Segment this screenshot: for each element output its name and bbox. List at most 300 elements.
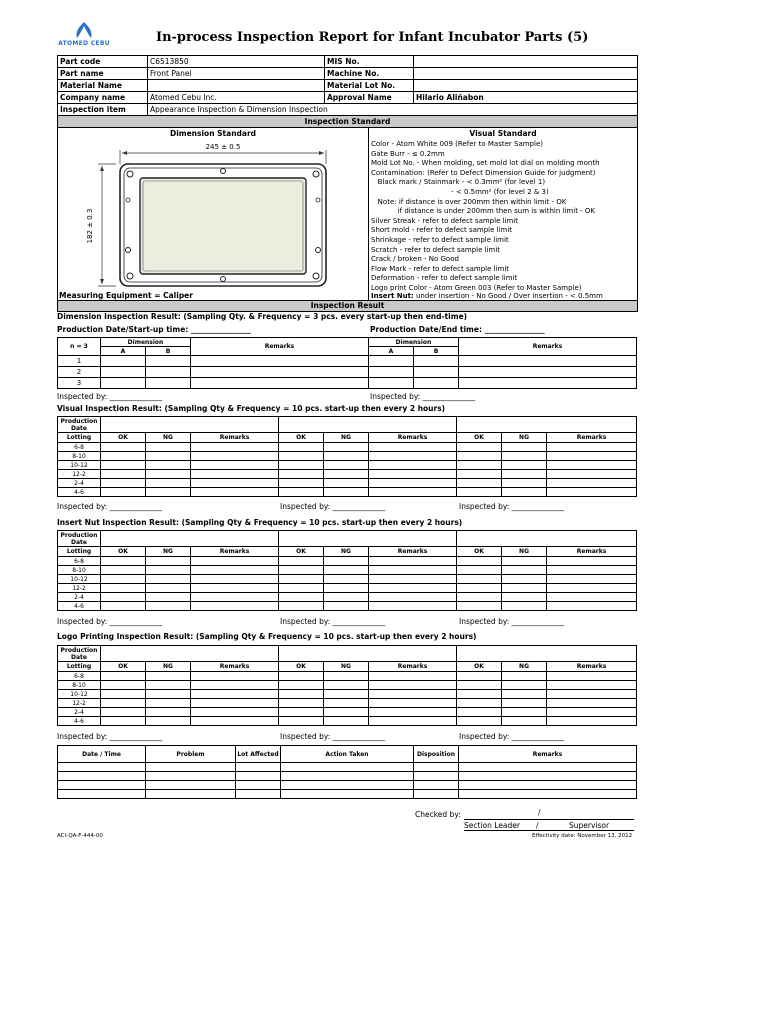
entry-cell[interactable] — [146, 479, 191, 488]
entry-cell[interactable] — [502, 672, 547, 681]
entry-cell[interactable] — [547, 690, 637, 699]
material-name-label: Material Name — [58, 80, 148, 92]
entry-cell[interactable] — [101, 356, 146, 367]
entry-cell[interactable] — [457, 672, 502, 681]
entry-cell[interactable] — [369, 717, 457, 726]
visual-standard-line: Flow Mark - refer to defect sample limit — [371, 264, 510, 273]
entry-cell[interactable] — [101, 461, 146, 470]
ok-head: OK — [101, 662, 146, 672]
entry-cell[interactable] — [101, 367, 146, 378]
material-lot-label: Material Lot No. — [325, 80, 414, 92]
entry-cell[interactable] — [236, 772, 281, 781]
entry-cell[interactable] — [324, 593, 369, 602]
entry-cell[interactable] — [191, 672, 279, 681]
entry-cell[interactable] — [369, 452, 457, 461]
entry-cell[interactable] — [502, 717, 547, 726]
remarks-head: Remarks — [547, 547, 637, 557]
entry-cell[interactable] — [101, 699, 146, 708]
entry-cell[interactable] — [279, 602, 324, 611]
entry-cell[interactable] — [146, 763, 236, 772]
checked-by-label: Checked by: — [415, 810, 461, 819]
entry-cell[interactable] — [457, 443, 502, 452]
entry-cell[interactable] — [279, 479, 324, 488]
entry-cell[interactable] — [146, 378, 191, 389]
entry-cell[interactable] — [281, 763, 414, 772]
entry-cell[interactable] — [279, 488, 324, 497]
entry-cell[interactable] — [414, 763, 459, 772]
entry-cell[interactable] — [324, 584, 369, 593]
entry-cell[interactable] — [369, 461, 457, 470]
entry-cell[interactable] — [324, 672, 369, 681]
entry-cell[interactable] — [101, 602, 146, 611]
entry-cell[interactable] — [547, 575, 637, 584]
entry-cell[interactable] — [191, 717, 279, 726]
entry-cell[interactable] — [101, 690, 146, 699]
visual-result-title: Visual Inspection Result: (Sampling Qty & Frequency = 10 pcs. start-up then every 2 hours) — [57, 404, 446, 413]
ok-head: OK — [279, 662, 324, 672]
entry-cell[interactable] — [279, 699, 324, 708]
mis-label: MIS No. — [325, 56, 414, 68]
entry-cell[interactable] — [146, 367, 191, 378]
ok-head: OK — [279, 433, 324, 443]
entry-cell[interactable] — [547, 584, 637, 593]
logo-inspected-by-2[interactable]: Inspected by: ______________ — [280, 732, 386, 741]
ng-head: NG — [146, 433, 191, 443]
entry-cell[interactable] — [191, 699, 279, 708]
signoff-slash-1: / — [538, 808, 541, 817]
entry-cell[interactable] — [502, 557, 547, 566]
inspection-standard-header: Inspection Standard — [57, 115, 638, 128]
ng-head: NG — [502, 433, 547, 443]
lot-time-cell: 2-4 — [58, 479, 101, 488]
visual-standard-heading: Visual Standard — [469, 129, 537, 138]
part-code-label: Part code — [58, 56, 148, 68]
production-date-entry[interactable] — [101, 531, 279, 547]
entry-cell[interactable] — [369, 470, 457, 479]
entry-cell[interactable] — [58, 790, 146, 799]
entry-cell[interactable] — [457, 593, 502, 602]
ng-head: NG — [146, 662, 191, 672]
entry-cell[interactable] — [279, 584, 324, 593]
height-dimension-text: 182 ± 0.3 — [86, 208, 94, 244]
entry-cell[interactable] — [369, 566, 457, 575]
entry-cell[interactable] — [369, 699, 457, 708]
entry-cell[interactable] — [459, 772, 637, 781]
entry-cell[interactable] — [459, 781, 637, 790]
entry-cell[interactable] — [457, 557, 502, 566]
entry-cell[interactable] — [279, 452, 324, 461]
entry-cell[interactable] — [459, 378, 637, 389]
entry-cell[interactable] — [279, 672, 324, 681]
entry-cell[interactable] — [279, 575, 324, 584]
entry-cell[interactable] — [146, 602, 191, 611]
entry-cell[interactable] — [279, 717, 324, 726]
entry-cell[interactable] — [324, 479, 369, 488]
entry-cell[interactable] — [547, 602, 637, 611]
entry-cell[interactable] — [457, 584, 502, 593]
entry-cell[interactable] — [236, 790, 281, 799]
entry-cell[interactable] — [457, 681, 502, 690]
lot-time-cell: 10-12 — [58, 690, 101, 699]
table-row — [58, 717, 637, 726]
entry-cell[interactable] — [502, 584, 547, 593]
entry-cell[interactable] — [547, 708, 637, 717]
entry-cell[interactable] — [502, 452, 547, 461]
entry-cell[interactable] — [547, 681, 637, 690]
entry-cell[interactable] — [457, 717, 502, 726]
entry-cell[interactable] — [502, 443, 547, 452]
entry-cell[interactable] — [459, 763, 637, 772]
corrective-action-table — [57, 745, 637, 799]
entry-cell[interactable] — [459, 367, 637, 378]
entry-cell[interactable] — [191, 566, 279, 575]
entry-cell[interactable] — [324, 557, 369, 566]
entry-cell[interactable] — [324, 699, 369, 708]
entry-cell[interactable] — [281, 772, 414, 781]
entry-cell[interactable] — [146, 566, 191, 575]
entry-cell[interactable] — [101, 593, 146, 602]
lot-time-cell: 8-10 — [58, 566, 101, 575]
entry-cell[interactable] — [324, 602, 369, 611]
entry-cell[interactable] — [502, 461, 547, 470]
entry-cell[interactable] — [146, 461, 191, 470]
entry-cell[interactable] — [369, 443, 457, 452]
entry-cell[interactable] — [146, 452, 191, 461]
entry-cell[interactable] — [547, 452, 637, 461]
entry-cell[interactable] — [146, 470, 191, 479]
entry-cell[interactable] — [236, 763, 281, 772]
entry-cell[interactable] — [191, 602, 279, 611]
table-row — [58, 790, 637, 799]
entry-cell[interactable] — [191, 557, 279, 566]
entry-cell[interactable] — [191, 479, 279, 488]
entry-cell[interactable] — [369, 378, 414, 389]
col-b-left: B — [146, 347, 191, 356]
entry-cell[interactable] — [547, 699, 637, 708]
entry-cell[interactable] — [369, 488, 457, 497]
lot-time-cell: 4-6 — [58, 717, 101, 726]
entry-cell[interactable] — [457, 708, 502, 717]
checked-by-line[interactable] — [464, 819, 634, 820]
entry-cell[interactable] — [457, 699, 502, 708]
entry-cell[interactable] — [457, 690, 502, 699]
entry-cell[interactable] — [191, 488, 279, 497]
ng-head: NG — [324, 433, 369, 443]
entry-cell[interactable] — [457, 566, 502, 575]
visual-standard-line: Black mark / Stainmark - < 0.3mm² (for level 1) — [371, 178, 546, 187]
entry-cell[interactable] — [324, 690, 369, 699]
table-row — [58, 443, 637, 452]
entry-cell[interactable] — [279, 690, 324, 699]
visual-standard-line: Gate Burr - ≤ 0.2mm — [371, 149, 445, 158]
entry-cell[interactable] — [58, 772, 146, 781]
entry-cell[interactable] — [324, 461, 369, 470]
insert-nut-text: under insertion - No Good / Over insertion - < 0.5mm — [413, 292, 603, 300]
visual-inspected-by-3[interactable]: Inspected by: ______________ — [459, 502, 565, 511]
front-panel-drawing — [78, 140, 338, 288]
entry-cell[interactable] — [414, 378, 459, 389]
insert-inspected-by-1[interactable]: Inspected by: ______________ — [57, 617, 163, 626]
entry-cell[interactable] — [547, 566, 637, 575]
entry-cell[interactable] — [324, 443, 369, 452]
production-date-entry[interactable] — [279, 646, 457, 662]
entry-cell[interactable] — [101, 708, 146, 717]
entry-cell[interactable] — [281, 781, 414, 790]
entry-cell[interactable] — [369, 690, 457, 699]
entry-cell[interactable] — [146, 699, 191, 708]
production-date-entry[interactable] — [457, 417, 637, 433]
production-date-entry[interactable] — [457, 531, 637, 547]
entry-cell[interactable] — [279, 681, 324, 690]
entry-cell[interactable] — [191, 690, 279, 699]
lot-time-cell: 12-2 — [58, 470, 101, 479]
ok-head: OK — [457, 547, 502, 557]
table-row — [58, 602, 637, 611]
dimension-inspected-by-left[interactable]: Inspected by: ______________ — [57, 392, 163, 401]
entry-cell[interactable] — [502, 681, 547, 690]
production-date-entry[interactable] — [101, 646, 279, 662]
visual-standard-line: if distance is under 200mm then sum is within limit - OK — [371, 207, 596, 216]
entry-cell[interactable] — [101, 717, 146, 726]
entry-cell[interactable] — [547, 488, 637, 497]
entry-cell[interactable] — [369, 575, 457, 584]
entry-cell[interactable] — [191, 452, 279, 461]
entry-cell[interactable] — [502, 488, 547, 497]
entry-cell[interactable] — [146, 488, 191, 497]
lot-time-cell: 8-10 — [58, 681, 101, 690]
entry-cell[interactable] — [414, 367, 459, 378]
entry-cell[interactable] — [281, 790, 414, 799]
entry-cell[interactable] — [547, 593, 637, 602]
entry-cell[interactable] — [101, 452, 146, 461]
lot-time-cell: 2-4 — [58, 593, 101, 602]
entry-cell[interactable] — [146, 443, 191, 452]
entry-cell[interactable] — [324, 470, 369, 479]
lot-time-cell: 12-2 — [58, 699, 101, 708]
entry-cell[interactable] — [146, 708, 191, 717]
entry-cell[interactable] — [146, 557, 191, 566]
entry-cell[interactable] — [101, 575, 146, 584]
entry-cell[interactable] — [279, 566, 324, 575]
entry-cell[interactable] — [457, 602, 502, 611]
entry-cell[interactable] — [191, 708, 279, 717]
entry-cell[interactable] — [459, 790, 637, 799]
production-date-entry[interactable] — [457, 646, 637, 662]
entry-cell[interactable] — [191, 584, 279, 593]
entry-cell[interactable] — [502, 602, 547, 611]
entry-cell[interactable] — [369, 557, 457, 566]
entry-cell[interactable] — [369, 681, 457, 690]
entry-cell[interactable] — [369, 584, 457, 593]
remarks-head: Remarks — [369, 547, 457, 557]
entry-cell[interactable] — [101, 672, 146, 681]
entry-cell[interactable] — [279, 593, 324, 602]
entry-cell[interactable] — [502, 699, 547, 708]
entry-cell[interactable] — [146, 781, 236, 790]
part-name-label: Part name — [58, 68, 148, 80]
entry-cell[interactable] — [414, 356, 459, 367]
lotting-head: Lotting — [58, 547, 101, 557]
entry-cell[interactable] — [547, 470, 637, 479]
table-row — [58, 708, 637, 717]
lot-time-cell: 4-6 — [58, 488, 101, 497]
entry-cell[interactable] — [101, 566, 146, 575]
entry-cell[interactable] — [457, 452, 502, 461]
entry-cell[interactable] — [502, 593, 547, 602]
inspection-item-value: Appearance Inspection & Dimension Inspection — [148, 104, 638, 116]
ok-head: OK — [457, 433, 502, 443]
table-row — [58, 781, 637, 790]
visual-inspected-by-1[interactable]: Inspected by: ______________ — [57, 502, 163, 511]
production-date-entry[interactable] — [279, 531, 457, 547]
mis-value — [414, 56, 638, 68]
entry-cell[interactable] — [324, 681, 369, 690]
table-row — [58, 690, 637, 699]
entry-cell[interactable] — [324, 708, 369, 717]
entry-cell[interactable] — [502, 575, 547, 584]
insert-inspected-by-3[interactable]: Inspected by: ______________ — [459, 617, 565, 626]
entry-cell[interactable] — [414, 790, 459, 799]
entry-cell[interactable] — [191, 367, 369, 378]
part-name-value: Front Panel — [148, 68, 325, 80]
table-row — [58, 593, 637, 602]
entry-cell[interactable] — [191, 681, 279, 690]
end-time-field[interactable]: Production Date/End time: ________________ — [370, 325, 545, 334]
entry-cell[interactable] — [146, 681, 191, 690]
visual-standard-line: Logo print Color - Atom Green 003 (Refer to Master Sample) — [371, 283, 582, 292]
entry-cell[interactable] — [191, 356, 369, 367]
entry-cell[interactable] — [369, 708, 457, 717]
entry-cell[interactable] — [191, 378, 369, 389]
entry-cell[interactable] — [146, 672, 191, 681]
entry-cell[interactable] — [279, 461, 324, 470]
entry-cell[interactable] — [279, 557, 324, 566]
entry-cell[interactable] — [547, 479, 637, 488]
entry-cell[interactable] — [324, 566, 369, 575]
entry-cell[interactable] — [101, 681, 146, 690]
lot-affected-head: Lot Affected — [236, 746, 281, 763]
insert-nut-standard — [371, 292, 603, 300]
visual-standard-line: Color - Atom White 009 (Refer to Master Sample) — [371, 140, 543, 148]
lot-time-cell: 6-8 — [58, 443, 101, 452]
entry-cell[interactable] — [146, 575, 191, 584]
entry-cell[interactable] — [502, 470, 547, 479]
entry-cell[interactable] — [547, 461, 637, 470]
entry-cell[interactable] — [369, 593, 457, 602]
form-code: ACI-QA-F-444-00 — [57, 833, 103, 839]
entry-cell[interactable] — [146, 593, 191, 602]
entry-cell[interactable] — [58, 763, 146, 772]
entry-cell[interactable] — [279, 470, 324, 479]
dimension-inspected-by-right[interactable]: Inspected by: ______________ — [370, 392, 476, 401]
entry-cell[interactable] — [146, 356, 191, 367]
problem-head: Problem — [146, 746, 236, 763]
entry-cell[interactable] — [279, 708, 324, 717]
entry-cell[interactable] — [369, 367, 414, 378]
col-b-right: B — [414, 347, 459, 356]
entry-cell[interactable] — [101, 488, 146, 497]
entry-cell[interactable] — [457, 488, 502, 497]
entry-cell[interactable] — [324, 488, 369, 497]
document-title: In-process Inspection Report for Infant Incubator Parts (5) — [156, 30, 589, 45]
entry-cell[interactable] — [146, 772, 236, 781]
insert-nut-result-table — [57, 530, 637, 611]
entry-cell[interactable] — [146, 717, 191, 726]
insert-inspected-by-2[interactable]: Inspected by: ______________ — [280, 617, 386, 626]
entry-cell[interactable] — [191, 461, 279, 470]
logo-print-result-table — [57, 645, 637, 726]
entry-cell[interactable] — [191, 470, 279, 479]
visual-standard-line: Contamination: (Refer to Defect Dimension Guide for judgment) — [371, 168, 596, 177]
entry-cell[interactable] — [101, 443, 146, 452]
entry-cell[interactable] — [547, 672, 637, 681]
company-label: Company name — [58, 92, 148, 104]
entry-cell[interactable] — [502, 566, 547, 575]
entry-cell[interactable] — [324, 575, 369, 584]
lotting-head: Lotting — [58, 662, 101, 672]
entry-cell[interactable] — [324, 452, 369, 461]
entry-cell[interactable] — [101, 584, 146, 593]
entry-cell[interactable] — [369, 602, 457, 611]
logo-inspected-by-1[interactable]: Inspected by: ______________ — [57, 732, 163, 741]
remarks-head: Remarks — [369, 433, 457, 443]
table-row — [58, 488, 637, 497]
entry-cell[interactable] — [191, 593, 279, 602]
entry-cell[interactable] — [146, 690, 191, 699]
entry-cell[interactable] — [414, 772, 459, 781]
entry-cell[interactable] — [101, 470, 146, 479]
entry-cell[interactable] — [369, 672, 457, 681]
table-row — [58, 452, 637, 461]
table-header-row — [58, 547, 637, 557]
entry-cell[interactable] — [146, 584, 191, 593]
entry-cell[interactable] — [279, 443, 324, 452]
dimension-result-table — [57, 337, 637, 389]
entry-cell[interactable] — [547, 443, 637, 452]
entry-cell[interactable] — [457, 479, 502, 488]
entry-cell[interactable] — [58, 781, 146, 790]
entry-cell[interactable] — [236, 781, 281, 790]
production-date-entry[interactable] — [279, 417, 457, 433]
col-a-right: A — [369, 347, 414, 356]
entry-cell[interactable] — [191, 443, 279, 452]
entry-cell[interactable] — [101, 479, 146, 488]
entry-cell[interactable] — [459, 356, 637, 367]
production-date-entry[interactable] — [101, 417, 279, 433]
entry-cell[interactable] — [502, 690, 547, 699]
entry-cell[interactable] — [369, 479, 457, 488]
logo-inspected-by-3[interactable]: Inspected by: ______________ — [459, 732, 565, 741]
visual-standard-line: Shrinkage - refer to defect sample limit — [371, 235, 509, 244]
entry-cell[interactable] — [547, 557, 637, 566]
production-date-head: Production Date — [58, 646, 101, 662]
entry-cell[interactable] — [101, 378, 146, 389]
start-time-field[interactable]: Production Date/Start-up time: ________________ — [57, 325, 251, 334]
entry-cell[interactable] — [191, 575, 279, 584]
entry-cell[interactable] — [101, 557, 146, 566]
visual-inspected-by-2[interactable]: Inspected by: ______________ — [280, 502, 386, 511]
entry-cell[interactable] — [502, 708, 547, 717]
entry-cell[interactable] — [324, 717, 369, 726]
entry-cell[interactable] — [457, 461, 502, 470]
entry-cell[interactable] — [369, 356, 414, 367]
entry-cell[interactable] — [547, 717, 637, 726]
entry-cell[interactable] — [457, 470, 502, 479]
entry-cell[interactable] — [414, 781, 459, 790]
entry-cell[interactable] — [457, 575, 502, 584]
entry-cell[interactable] — [146, 790, 236, 799]
entry-cell[interactable] — [502, 479, 547, 488]
